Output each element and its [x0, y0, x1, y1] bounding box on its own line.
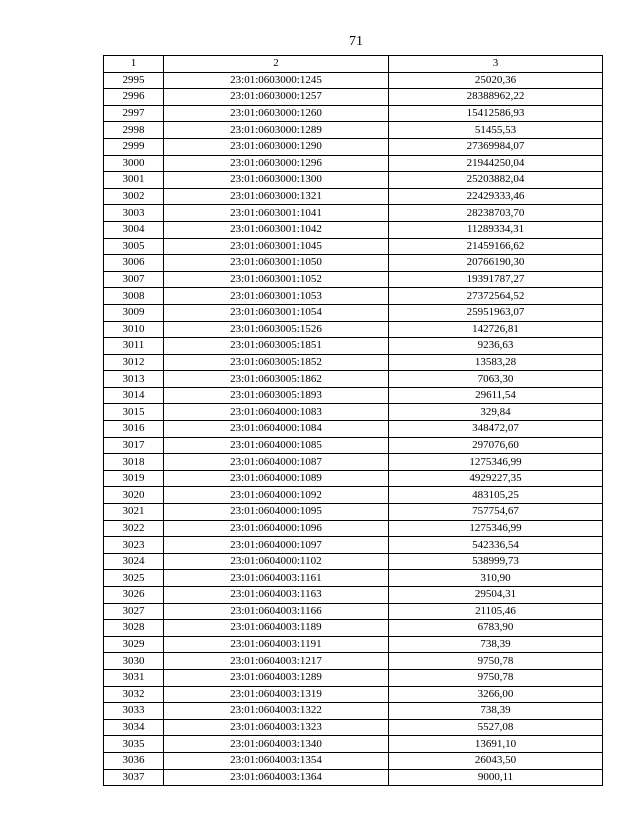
value-cell: 757754,67 — [389, 504, 603, 521]
value-cell: 738,39 — [389, 703, 603, 720]
table-row — [104, 238, 603, 255]
value-cell: 542336,54 — [389, 537, 603, 554]
cadastral-number-cell: 23:01:0603001:1053 — [164, 288, 389, 305]
cadastral-number-cell: 23:01:0604003:1289 — [164, 669, 389, 686]
value-cell: 9750,78 — [389, 653, 603, 670]
value-cell: 15412586,93 — [389, 105, 603, 122]
table-row — [104, 703, 603, 720]
value-cell: 28238703,70 — [389, 205, 603, 222]
table-row — [104, 487, 603, 504]
table-row — [104, 454, 603, 471]
row-number-cell: 3031 — [104, 669, 164, 686]
table-row — [104, 669, 603, 686]
row-number-cell: 2997 — [104, 105, 164, 122]
row-number-cell: 3002 — [104, 188, 164, 205]
table-row — [104, 288, 603, 305]
row-number-cell: 3003 — [104, 205, 164, 222]
table-row — [104, 603, 603, 620]
value-cell: 26043,50 — [389, 752, 603, 769]
cadastral-number-cell: 23:01:0604000:1092 — [164, 487, 389, 504]
row-number-cell: 2999 — [104, 138, 164, 155]
row-number-cell: 3006 — [104, 255, 164, 272]
cadastral-number-cell: 23:01:0603000:1300 — [164, 172, 389, 189]
table-row — [104, 255, 603, 272]
row-number-cell: 3026 — [104, 587, 164, 604]
table-row — [104, 354, 603, 371]
table-row — [104, 686, 603, 703]
row-number-cell: 3034 — [104, 719, 164, 736]
value-cell: 11289334,31 — [389, 221, 603, 238]
value-cell: 5527,08 — [389, 719, 603, 736]
cadastral-number-cell: 23:01:0604000:1096 — [164, 520, 389, 537]
row-number-cell: 3020 — [104, 487, 164, 504]
cadastral-number-cell: 23:01:0603000:1296 — [164, 155, 389, 172]
table-row — [104, 570, 603, 587]
value-cell: 9000,11 — [389, 769, 603, 786]
table-row — [104, 719, 603, 736]
cadastral-number-cell: 23:01:0604003:1217 — [164, 653, 389, 670]
table-header — [104, 56, 603, 73]
cadastral-number-cell: 23:01:0603000:1257 — [164, 89, 389, 106]
row-number-cell: 3017 — [104, 437, 164, 454]
cadastral-number-cell: 23:01:0604000:1083 — [164, 404, 389, 421]
value-cell: 25951963,07 — [389, 304, 603, 321]
table-row — [104, 321, 603, 338]
value-cell: 20766190,30 — [389, 255, 603, 272]
cadastral-number-cell: 23:01:0604003:1323 — [164, 719, 389, 736]
table-row — [104, 122, 603, 139]
value-cell: 1275346,99 — [389, 454, 603, 471]
value-cell: 9750,78 — [389, 669, 603, 686]
value-cell: 3266,00 — [389, 686, 603, 703]
row-number-cell: 3027 — [104, 603, 164, 620]
table-row — [104, 155, 603, 172]
value-cell: 13583,28 — [389, 354, 603, 371]
registry-table — [103, 55, 603, 786]
row-number-cell: 3009 — [104, 304, 164, 321]
value-cell: 29504,31 — [389, 587, 603, 604]
value-cell: 25020,36 — [389, 72, 603, 89]
value-cell: 9236,63 — [389, 338, 603, 355]
row-number-cell: 3016 — [104, 421, 164, 438]
table-row — [104, 620, 603, 637]
row-number-cell: 3000 — [104, 155, 164, 172]
page-number: 71 — [349, 34, 363, 49]
table-row — [104, 421, 603, 438]
table-row — [104, 520, 603, 537]
value-cell: 348472,07 — [389, 421, 603, 438]
value-cell: 538999,73 — [389, 553, 603, 570]
row-number-cell: 3001 — [104, 172, 164, 189]
cadastral-number-cell: 23:01:0604003:1322 — [164, 703, 389, 720]
cadastral-number-cell: 23:01:0604000:1089 — [164, 470, 389, 487]
cadastral-number-cell: 23:01:0604003:1364 — [164, 769, 389, 786]
table-row — [104, 769, 603, 786]
cadastral-number-cell: 23:01:0604000:1084 — [164, 421, 389, 438]
value-cell: 22429333,46 — [389, 188, 603, 205]
cadastral-number-cell: 23:01:0603001:1054 — [164, 304, 389, 321]
row-number-cell: 3030 — [104, 653, 164, 670]
table-row — [104, 437, 603, 454]
row-number-cell: 3005 — [104, 238, 164, 255]
value-cell: 4929227,35 — [389, 470, 603, 487]
row-number-cell: 3013 — [104, 371, 164, 388]
table-row — [104, 736, 603, 753]
column-header-3: 3 — [389, 56, 603, 73]
row-number-cell: 3004 — [104, 221, 164, 238]
cadastral-number-cell: 23:01:0603005:1893 — [164, 387, 389, 404]
table-row — [104, 587, 603, 604]
value-cell: 13691,10 — [389, 736, 603, 753]
row-number-cell: 3011 — [104, 338, 164, 355]
cadastral-number-cell: 23:01:0604003:1354 — [164, 752, 389, 769]
table-row — [104, 371, 603, 388]
table-row — [104, 504, 603, 521]
table-row — [104, 304, 603, 321]
value-cell: 7063,30 — [389, 371, 603, 388]
value-cell: 51455,53 — [389, 122, 603, 139]
row-number-cell: 2996 — [104, 89, 164, 106]
row-number-cell: 2998 — [104, 122, 164, 139]
table-row — [104, 188, 603, 205]
cadastral-number-cell: 23:01:0603005:1526 — [164, 321, 389, 338]
cadastral-number-cell: 23:01:0604003:1340 — [164, 736, 389, 753]
value-cell: 21105,46 — [389, 603, 603, 620]
table-row — [104, 271, 603, 288]
value-cell: 297076,60 — [389, 437, 603, 454]
cadastral-number-cell: 23:01:0604003:1319 — [164, 686, 389, 703]
header-row — [104, 56, 603, 73]
cadastral-number-cell: 23:01:0604003:1191 — [164, 636, 389, 653]
row-number-cell: 3022 — [104, 520, 164, 537]
row-number-cell: 3018 — [104, 454, 164, 471]
value-cell: 19391787,27 — [389, 271, 603, 288]
row-number-cell: 3015 — [104, 404, 164, 421]
row-number-cell: 3032 — [104, 686, 164, 703]
value-cell: 27369984,07 — [389, 138, 603, 155]
value-cell: 21459166,62 — [389, 238, 603, 255]
value-cell: 27372564,52 — [389, 288, 603, 305]
value-cell: 738,39 — [389, 636, 603, 653]
cadastral-number-cell: 23:01:0603001:1052 — [164, 271, 389, 288]
row-number-cell: 3033 — [104, 703, 164, 720]
table-row — [104, 537, 603, 554]
value-cell: 310,90 — [389, 570, 603, 587]
table-row — [104, 221, 603, 238]
cadastral-number-cell: 23:01:0603000:1290 — [164, 138, 389, 155]
value-cell: 483105,25 — [389, 487, 603, 504]
row-number-cell: 3025 — [104, 570, 164, 587]
column-header-1: 1 — [104, 56, 164, 73]
cadastral-number-cell: 23:01:0603001:1045 — [164, 238, 389, 255]
value-cell: 29611,54 — [389, 387, 603, 404]
table-row — [104, 172, 603, 189]
table-row — [104, 553, 603, 570]
table-row — [104, 338, 603, 355]
table-row — [104, 89, 603, 106]
table-row — [104, 752, 603, 769]
cadastral-number-cell: 23:01:0603001:1050 — [164, 255, 389, 272]
row-number-cell: 3010 — [104, 321, 164, 338]
table-row — [104, 138, 603, 155]
table-row — [104, 387, 603, 404]
row-number-cell: 3037 — [104, 769, 164, 786]
cadastral-number-cell: 23:01:0603005:1862 — [164, 371, 389, 388]
row-number-cell: 3024 — [104, 553, 164, 570]
cadastral-number-cell: 23:01:0603005:1851 — [164, 338, 389, 355]
row-number-cell: 3023 — [104, 537, 164, 554]
value-cell: 1275346,99 — [389, 520, 603, 537]
row-number-cell: 3035 — [104, 736, 164, 753]
cadastral-number-cell: 23:01:0603001:1041 — [164, 205, 389, 222]
row-number-cell: 3019 — [104, 470, 164, 487]
cadastral-number-cell: 23:01:0603001:1042 — [164, 221, 389, 238]
value-cell: 21944250,04 — [389, 155, 603, 172]
cadastral-number-cell: 23:01:0603000:1321 — [164, 188, 389, 205]
value-cell: 25203882,04 — [389, 172, 603, 189]
cadastral-number-cell: 23:01:0604003:1161 — [164, 570, 389, 587]
cadastral-number-cell: 23:01:0604000:1085 — [164, 437, 389, 454]
cadastral-number-cell: 23:01:0603005:1852 — [164, 354, 389, 371]
cadastral-number-cell: 23:01:0604000:1095 — [164, 504, 389, 521]
cadastral-number-cell: 23:01:0603000:1245 — [164, 72, 389, 89]
value-cell: 142726,81 — [389, 321, 603, 338]
value-cell: 6783,90 — [389, 620, 603, 637]
table-row — [104, 636, 603, 653]
row-number-cell: 3008 — [104, 288, 164, 305]
row-number-cell: 2995 — [104, 72, 164, 89]
value-cell: 329,84 — [389, 404, 603, 421]
row-number-cell: 3012 — [104, 354, 164, 371]
cadastral-number-cell: 23:01:0603000:1260 — [164, 105, 389, 122]
row-number-cell: 3029 — [104, 636, 164, 653]
table-body — [104, 72, 603, 786]
cadastral-number-cell: 23:01:0604003:1189 — [164, 620, 389, 637]
row-number-cell: 3021 — [104, 504, 164, 521]
table-row — [104, 205, 603, 222]
row-number-cell: 3014 — [104, 387, 164, 404]
cadastral-number-cell: 23:01:0604000:1102 — [164, 553, 389, 570]
cadastral-number-cell: 23:01:0603000:1289 — [164, 122, 389, 139]
cadastral-number-cell: 23:01:0604000:1097 — [164, 537, 389, 554]
row-number-cell: 3036 — [104, 752, 164, 769]
cadastral-number-cell: 23:01:0604000:1087 — [164, 454, 389, 471]
table-row — [104, 72, 603, 89]
row-number-cell: 3007 — [104, 271, 164, 288]
cadastral-number-cell: 23:01:0604003:1163 — [164, 587, 389, 604]
table-row — [104, 653, 603, 670]
cadastral-number-cell: 23:01:0604003:1166 — [164, 603, 389, 620]
column-header-2: 2 — [164, 56, 389, 73]
table-row — [104, 404, 603, 421]
table-row — [104, 470, 603, 487]
table-row — [104, 105, 603, 122]
row-number-cell: 3028 — [104, 620, 164, 637]
value-cell: 28388962,22 — [389, 89, 603, 106]
